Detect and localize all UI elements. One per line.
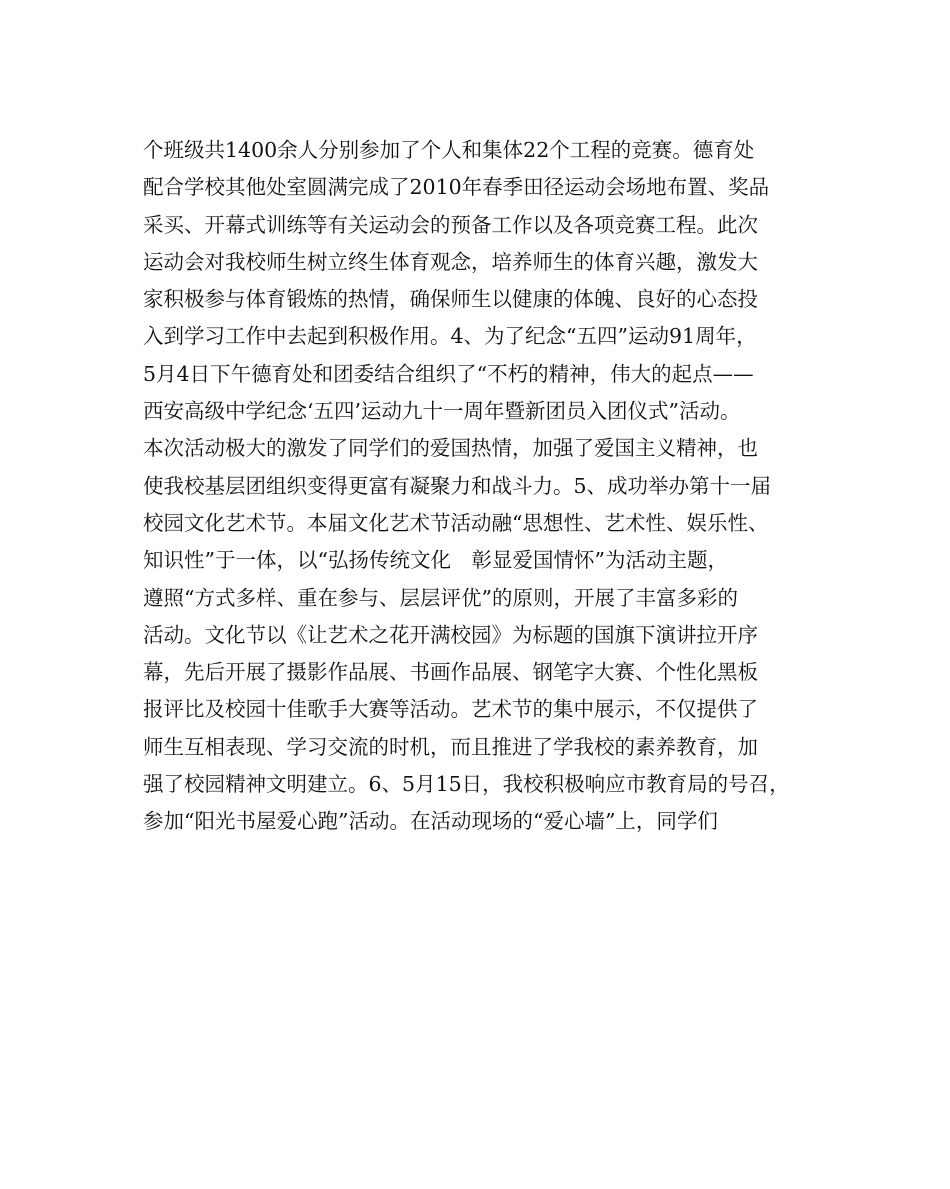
text-line-9: 本次活动极大的激发了同学们的爱国热情，加强了爱国主义精神，也 (143, 436, 758, 461)
text-line-8: 西安高级中学纪念‘五四’运动九十一周年暨新团员入团仪式”活动。 (143, 399, 741, 424)
text-line-12: 知识性”于一体，以“弘扬传统文化 彰显爱国情怀”为活动主题， (143, 548, 728, 573)
text-line-5: 家积极参与体育锻炼的热情，确保师生以健康的体魄、良好的心态投 (143, 287, 758, 312)
text-line-15: 幕，先后开展了摄影作品展、书画作品展、钢笔字大赛、个性化黑板 (143, 660, 758, 685)
text-line-3: 采买、开幕式训练等有关运动会的预备工作以及各项竞赛工程。此次 (143, 212, 758, 237)
text-line-17: 师生互相表现、学习交流的时机，而且推进了学我校的素养教育，加 (143, 734, 758, 759)
text-line-13: 遵照“方式多样、重在参与、层层评优”的原则，开展了丰富多彩的 (143, 585, 738, 610)
body-text (143, 132, 833, 841)
text-line-2: 配合学校其他处室圆满完成了2010年春季田径运动会场地布置、奖品 (143, 175, 770, 200)
text-line-14: 活动。文化节以《让艺术之花开满校园》为标题的国旗下演讲拉开序 (143, 622, 758, 647)
text-line-19: 参加“阳光书屋爱心跑”活动。在活动现场的“爱心墙”上，同学们 (143, 809, 718, 834)
text-line-6: 入到学习工作中去起到积极作用。4、为了纪念“五四”运动91周年， (143, 324, 757, 349)
text-line-16: 报评比及校园十佳歌手大赛等活动。艺术节的集中展示，不仅提供了 (143, 697, 758, 722)
text-line-1: 个班级共1400余人分别参加了个人和集体22个工程的竞赛。德育处 (143, 138, 755, 162)
text-line-18: 强了校园精神文明建立。6、5月15日，我校积极响应市教育局的号召， (143, 772, 790, 797)
text-line-4: 运动会对我校师生树立终生体育观念，培养师生的体育兴趣，激发大 (143, 249, 758, 274)
text-line-7: 5月4日下午德育处和团委结合组织了“不朽的精神，伟大的起点—— (143, 361, 754, 386)
text-line-10: 使我校基层团组织变得更富有凝聚力和战斗力。5、成功举办第十一届 (143, 473, 772, 498)
text-line-11: 校园文化艺术节。本届文化艺术节活动融“思想性、艺术性、娱乐性、 (143, 510, 769, 535)
